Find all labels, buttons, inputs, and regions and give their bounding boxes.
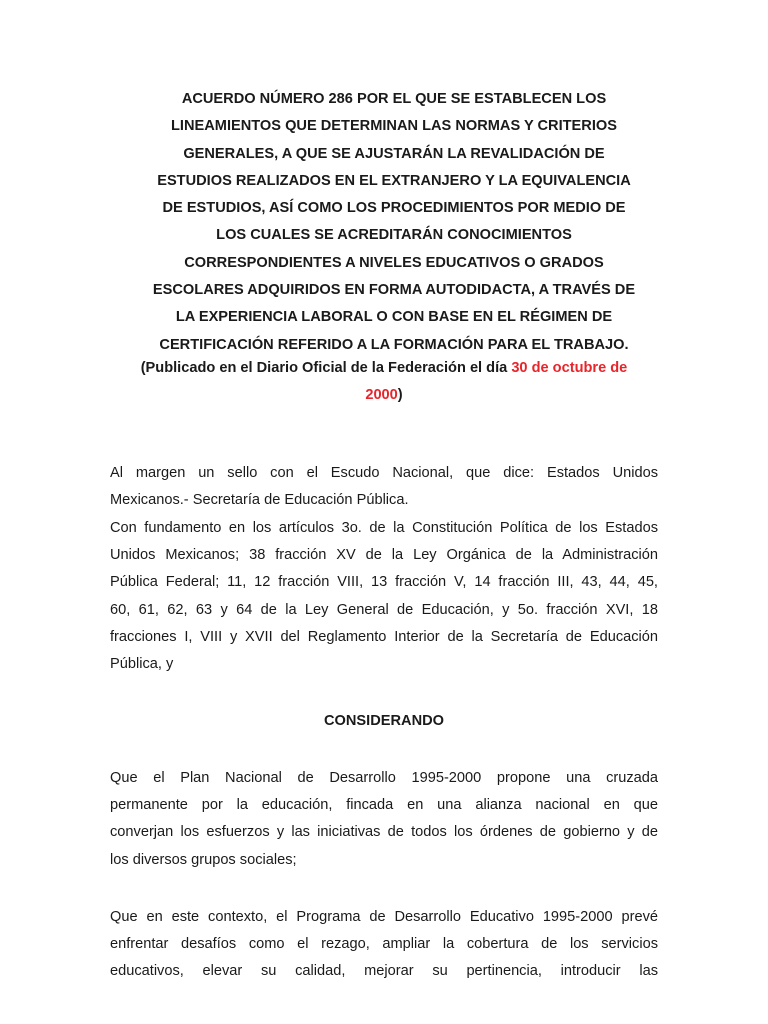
paragraph-programa [110, 904, 658, 986]
title-line: CERTIFICACIÓN REFERIDO A LA FORMACIÓN PARA EL TRABAJO. [159, 336, 629, 353]
title-line: CORRESPONDIENTES A NIVELES EDUCATIVOS O GRADOS [184, 254, 604, 271]
paragraph-line: los diversos grupos sociales; [110, 851, 297, 868]
paragraph-seal [110, 460, 658, 514]
paragraph-line: 60, 61, 62, 63 y 64 de la Ley General de Educación, y 5o. fracción XVI, 18 [110, 601, 658, 618]
title-line: ESTUDIOS REALIZADOS EN EL EXTRANJERO Y LA EQUIVALENCIA [157, 172, 631, 189]
publication-suffix: ) [397, 387, 403, 403]
paragraph-line: Mexicanos.- Secretaría de Educación Pública. [110, 492, 409, 509]
paragraph-line: Con fundamento en los artículos 3o. de la Constitución Política de los Estados [110, 520, 658, 536]
paragraph-fundamento [110, 515, 658, 678]
paragraph-line: Al margen un sello con el Escudo Nacional, que dice: Estados Unidos [110, 465, 658, 481]
publication-date-part1: 30 de octubre de [511, 360, 628, 376]
paragraph-line: educativos, elevar su calidad, mejorar su pertinencia, introducir las [110, 963, 658, 980]
title-line: LINEAMIENTOS QUE DETERMINAN LAS NORMAS Y CRITERIOS [171, 118, 617, 135]
paragraph-line: Unidos Mexicanos; 38 fracción XV de la Ley Orgánica de la Administración [110, 547, 658, 564]
paragraph-plan-nacional [110, 765, 658, 874]
title-line: LOS CUALES SE ACREDITARÁN CONOCIMIENTOS [216, 227, 572, 244]
title-line: LA EXPERIENCIA LABORAL O CON BASE EN EL RÉGIMEN DE [175, 309, 613, 326]
publication-prefix: (Publicado en el Diario Oficial de la Federación el día [140, 360, 512, 376]
document-title [130, 86, 658, 359]
title-line: ACUERDO NÚMERO 286 POR EL QUE SE ESTABLECEN LOS [181, 91, 607, 107]
publication-date-part2: 2000 [365, 387, 398, 403]
paragraph-line: Pública Federal; 11, 12 fracción VIII, 13 fracción V, 14 fracción III, 43, 44, 45, [110, 574, 658, 591]
section-heading: CONSIDERANDO [324, 713, 444, 729]
paragraph-line: Que el Plan Nacional de Desarrollo 1995-2000 propone una cruzada [110, 770, 658, 786]
title-line: DE ESTUDIOS, ASÍ COMO LOS PROCEDIMIENTOS POR MEDIO DE [162, 200, 626, 217]
title-line: ESCOLARES ADQUIRIDOS EN FORMA AUTODIDACTA, A TRAVÉS DE [152, 282, 636, 299]
paragraph-line: Que en este contexto, el Programa de Desarrollo Educativo 1995-2000 prevé [110, 909, 658, 925]
paragraph-line: fracciones I, VIII y XVII del Reglamento Interior de la Secretaría de Educación [110, 628, 658, 645]
paragraph-line: converjan los esfuerzos y las iniciativas de todos los órdenes de gobierno y de [110, 824, 658, 841]
paragraph-line: permanente por la educación, fincada en una alianza nacional en que [110, 797, 658, 814]
publication-note [110, 355, 658, 409]
paragraph-line: enfrentar desafíos como el rezago, ampliar la cobertura de los servicios [110, 936, 658, 953]
title-line: GENERALES, A QUE SE AJUSTARÁN LA REVALIDACIÓN DE [183, 145, 605, 162]
paragraph-line: Pública, y [110, 656, 174, 673]
